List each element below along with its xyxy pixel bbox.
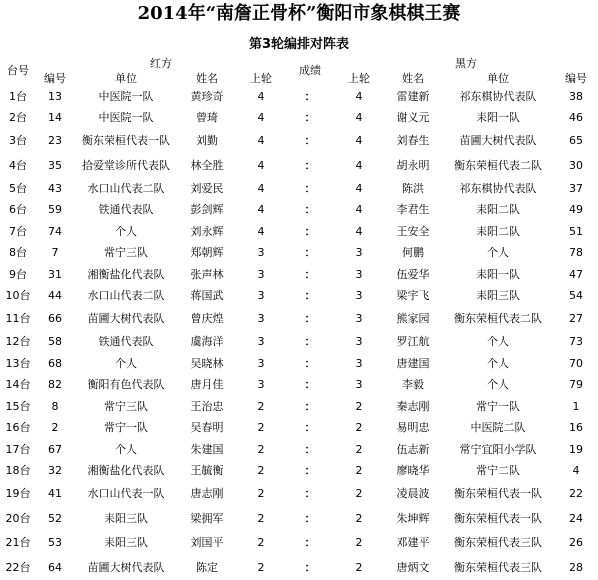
- black-name: 何鹏: [384, 243, 442, 265]
- result-separator: ：: [286, 482, 334, 507]
- black-unit: 常宁二队: [442, 461, 554, 483]
- black-number: 38: [554, 86, 598, 108]
- red-name: 唐志刚: [178, 482, 236, 507]
- red-number: 67: [36, 439, 74, 461]
- black-number: 19: [554, 439, 598, 461]
- black-name: 廖晓华: [384, 461, 442, 483]
- header-result: 成绩: [286, 56, 334, 86]
- black-unit: 衡东荣桓代表一队: [442, 507, 554, 532]
- black-prev: 2: [334, 396, 384, 418]
- table-number: 17台: [0, 439, 36, 461]
- red-number: 52: [36, 507, 74, 532]
- black-unit: 衡东荣桓代表二队: [442, 307, 554, 332]
- table-number: 9台: [0, 264, 36, 286]
- black-prev: 3: [334, 243, 384, 265]
- red-name: 唐月佳: [178, 375, 236, 397]
- black-unit: 个人: [442, 332, 554, 354]
- table-row: [0, 461, 598, 483]
- black-unit: 中医院二队: [442, 418, 554, 440]
- red-unit: 苗圃大树代表队: [74, 307, 178, 332]
- black-name: 唐建国: [384, 353, 442, 375]
- red-unit: 拾爱堂诊所代表队: [74, 154, 178, 179]
- result-separator: ：: [286, 556, 334, 580]
- result-separator: ：: [286, 531, 334, 556]
- result-separator: ：: [286, 375, 334, 397]
- table-row: [0, 86, 598, 108]
- red-name: 蒋国武: [178, 286, 236, 308]
- table-row: [0, 221, 598, 243]
- black-name: 罗江航: [384, 332, 442, 354]
- red-prev: 4: [236, 129, 286, 154]
- red-name: 陈定: [178, 556, 236, 580]
- table-row: [0, 307, 598, 332]
- black-number: 30: [554, 154, 598, 179]
- black-prev: 3: [334, 307, 384, 332]
- red-name: 黄珍奇: [178, 86, 236, 108]
- result-separator: ：: [286, 154, 334, 179]
- black-name: 王安全: [384, 221, 442, 243]
- red-unit: 衡阳有色代表队: [74, 375, 178, 397]
- red-unit: 衡东荣桓代表一队: [74, 129, 178, 154]
- result-separator: ：: [286, 108, 334, 130]
- table-row: [0, 178, 598, 200]
- red-name: 虞海洋: [178, 332, 236, 354]
- red-number: 43: [36, 178, 74, 200]
- red-number: 7: [36, 243, 74, 265]
- black-unit: 祁东棋协代表队: [442, 178, 554, 200]
- red-number: 23: [36, 129, 74, 154]
- red-number: 74: [36, 221, 74, 243]
- red-name: 刘永辉: [178, 221, 236, 243]
- black-prev: 4: [334, 221, 384, 243]
- table-number: 6台: [0, 200, 36, 222]
- result-separator: ：: [286, 200, 334, 222]
- red-unit: 中医院一队: [74, 86, 178, 108]
- red-number: 59: [36, 200, 74, 222]
- table-row: [0, 396, 598, 418]
- black-prev: 2: [334, 461, 384, 483]
- black-unit: 耒阳二队: [442, 221, 554, 243]
- black-name: 陈洪: [384, 178, 442, 200]
- black-name: 凌晨波: [384, 482, 442, 507]
- red-unit: 常宁一队: [74, 418, 178, 440]
- table-row: [0, 154, 598, 179]
- result-separator: ：: [286, 307, 334, 332]
- header-red-num: 编号: [36, 72, 74, 86]
- red-unit: 湘衡盐化代表队: [74, 461, 178, 483]
- black-name: 伍爱华: [384, 264, 442, 286]
- table-number: 19台: [0, 482, 36, 507]
- header-red: 红方: [36, 56, 286, 72]
- table-row: [0, 243, 598, 265]
- black-unit: 常宁一队: [442, 396, 554, 418]
- red-number: 14: [36, 108, 74, 130]
- black-name: 梁宇飞: [384, 286, 442, 308]
- red-name: 王治忠: [178, 396, 236, 418]
- table-number: 2台: [0, 108, 36, 130]
- red-prev: 2: [236, 439, 286, 461]
- result-separator: ：: [286, 461, 334, 483]
- black-unit: 耒阳二队: [442, 200, 554, 222]
- black-number: 37: [554, 178, 598, 200]
- black-number: 70: [554, 353, 598, 375]
- black-unit: 衡东荣桓代表一队: [442, 482, 554, 507]
- red-prev: 3: [236, 375, 286, 397]
- red-name: 梁拥军: [178, 507, 236, 532]
- table-row: [0, 439, 598, 461]
- red-unit: 苗圃大树代表队: [74, 556, 178, 580]
- red-unit: 水口山代表一队: [74, 482, 178, 507]
- red-unit: 铁通代表队: [74, 200, 178, 222]
- red-prev: 2: [236, 482, 286, 507]
- black-prev: 4: [334, 178, 384, 200]
- black-number: 65: [554, 129, 598, 154]
- table-row: [0, 418, 598, 440]
- red-unit: 常宁三队: [74, 396, 178, 418]
- black-prev: 2: [334, 439, 384, 461]
- table-row: [0, 375, 598, 397]
- table-row: [0, 108, 598, 130]
- table-number: 18台: [0, 461, 36, 483]
- table-row: [0, 507, 598, 532]
- red-number: 44: [36, 286, 74, 308]
- red-number: 2: [36, 418, 74, 440]
- black-name: 刘春生: [384, 129, 442, 154]
- pairing-table: [0, 56, 598, 580]
- black-number: 73: [554, 332, 598, 354]
- table-number: 4台: [0, 154, 36, 179]
- black-unit: 耒阳一队: [442, 108, 554, 130]
- header-black-name: 姓名: [384, 72, 442, 86]
- black-unit: 个人: [442, 243, 554, 265]
- header-black-prev: 上轮: [334, 72, 384, 86]
- black-prev: 2: [334, 507, 384, 532]
- table-number: 22台: [0, 556, 36, 580]
- black-prev: 4: [334, 200, 384, 222]
- red-prev: 4: [236, 154, 286, 179]
- black-number: 46: [554, 108, 598, 130]
- result-separator: ：: [286, 86, 334, 108]
- black-name: 李毅: [384, 375, 442, 397]
- black-prev: 3: [334, 286, 384, 308]
- red-unit: 个人: [74, 353, 178, 375]
- page-subtitle: 第3轮编排对阵表: [0, 36, 598, 54]
- black-number: 49: [554, 200, 598, 222]
- result-separator: ：: [286, 418, 334, 440]
- result-separator: ：: [286, 129, 334, 154]
- black-name: 邓建平: [384, 531, 442, 556]
- red-prev: 2: [236, 418, 286, 440]
- red-unit: 铁通代表队: [74, 332, 178, 354]
- header-red-name: 姓名: [178, 72, 236, 86]
- black-number: 27: [554, 307, 598, 332]
- black-number: 4: [554, 461, 598, 483]
- table-number: 15台: [0, 396, 36, 418]
- pairing-rows: [0, 86, 598, 580]
- red-unit: 耒阳三队: [74, 507, 178, 532]
- red-name: 吴春明: [178, 418, 236, 440]
- red-prev: 2: [236, 507, 286, 532]
- table-number: 14台: [0, 375, 36, 397]
- red-prev: 4: [236, 200, 286, 222]
- black-prev: 2: [334, 482, 384, 507]
- black-number: 26: [554, 531, 598, 556]
- red-name: 吴晓林: [178, 353, 236, 375]
- result-separator: ：: [286, 264, 334, 286]
- red-unit: 湘衡盐化代表队: [74, 264, 178, 286]
- red-prev: 2: [236, 556, 286, 580]
- table-number: 5台: [0, 178, 36, 200]
- black-name: 李君生: [384, 200, 442, 222]
- black-prev: 3: [334, 332, 384, 354]
- black-prev: 4: [334, 154, 384, 179]
- red-unit: 耒阳三队: [74, 531, 178, 556]
- result-separator: ：: [286, 353, 334, 375]
- header-red-prev: 上轮: [236, 72, 286, 86]
- red-number: 82: [36, 375, 74, 397]
- red-number: 53: [36, 531, 74, 556]
- black-name: 秦志刚: [384, 396, 442, 418]
- red-unit: 中医院一队: [74, 108, 178, 130]
- header-black-num: 编号: [554, 72, 598, 86]
- red-prev: 2: [236, 531, 286, 556]
- black-unit: 耒阳三队: [442, 286, 554, 308]
- red-number: 68: [36, 353, 74, 375]
- table-row: [0, 353, 598, 375]
- black-prev: 2: [334, 531, 384, 556]
- red-unit: 个人: [74, 221, 178, 243]
- red-unit: 水口山代表二队: [74, 178, 178, 200]
- red-number: 35: [36, 154, 74, 179]
- black-unit: 衡东荣桓代表三队: [442, 531, 554, 556]
- table-number: 10台: [0, 286, 36, 308]
- black-unit: 个人: [442, 375, 554, 397]
- result-separator: ：: [286, 507, 334, 532]
- red-name: 张声林: [178, 264, 236, 286]
- black-name: 易明忠: [384, 418, 442, 440]
- red-prev: 4: [236, 108, 286, 130]
- red-prev: 3: [236, 264, 286, 286]
- header-table-no: 台号: [0, 56, 36, 86]
- header-red-unit: 单位: [74, 72, 178, 86]
- red-unit: 常宁三队: [74, 243, 178, 265]
- black-unit: 苗圃大树代表队: [442, 129, 554, 154]
- red-prev: 4: [236, 86, 286, 108]
- black-number: 79: [554, 375, 598, 397]
- red-prev: 3: [236, 286, 286, 308]
- black-number: 54: [554, 286, 598, 308]
- red-name: 王毓衡: [178, 461, 236, 483]
- red-prev: 3: [236, 353, 286, 375]
- table-row: [0, 286, 598, 308]
- black-prev: 4: [334, 108, 384, 130]
- red-name: 朱建国: [178, 439, 236, 461]
- red-unit: 水口山代表二队: [74, 286, 178, 308]
- black-unit: 耒阳一队: [442, 264, 554, 286]
- red-name: 郑朝辉: [178, 243, 236, 265]
- black-number: 24: [554, 507, 598, 532]
- table-row: [0, 129, 598, 154]
- red-prev: 3: [236, 243, 286, 265]
- black-prev: 4: [334, 86, 384, 108]
- red-name: 曾琦: [178, 108, 236, 130]
- red-prev: 3: [236, 332, 286, 354]
- red-number: 31: [36, 264, 74, 286]
- black-name: 胡永明: [384, 154, 442, 179]
- red-number: 66: [36, 307, 74, 332]
- black-prev: 2: [334, 556, 384, 580]
- table-row: [0, 332, 598, 354]
- red-number: 13: [36, 86, 74, 108]
- black-number: 16: [554, 418, 598, 440]
- table-number: 11台: [0, 307, 36, 332]
- red-name: 刘国平: [178, 531, 236, 556]
- black-name: 唐炳文: [384, 556, 442, 580]
- result-separator: ：: [286, 178, 334, 200]
- black-number: 51: [554, 221, 598, 243]
- red-name: 刘爱民: [178, 178, 236, 200]
- black-prev: 3: [334, 375, 384, 397]
- red-prev: 2: [236, 396, 286, 418]
- red-name: 林全胜: [178, 154, 236, 179]
- black-unit: 常宁宜阳小学队: [442, 439, 554, 461]
- result-separator: ：: [286, 396, 334, 418]
- black-name: 伍志新: [384, 439, 442, 461]
- black-number: 1: [554, 396, 598, 418]
- black-unit: 衡东荣桓代表三队: [442, 556, 554, 580]
- header-black-unit: 单位: [442, 72, 554, 86]
- black-name: 谢义元: [384, 108, 442, 130]
- table-row: [0, 531, 598, 556]
- red-prev: 4: [236, 178, 286, 200]
- red-name: 彭剑辉: [178, 200, 236, 222]
- result-separator: ：: [286, 332, 334, 354]
- black-number: 78: [554, 243, 598, 265]
- black-unit: 衡东荣桓代表二队: [442, 154, 554, 179]
- black-number: 22: [554, 482, 598, 507]
- red-name: 刘勤: [178, 129, 236, 154]
- page-title: 2014年“南詹正骨杯”衡阳市象棋棋王赛: [0, 2, 598, 26]
- red-number: 41: [36, 482, 74, 507]
- red-prev: 2: [236, 461, 286, 483]
- header-black: 黑方: [334, 56, 598, 72]
- red-number: 58: [36, 332, 74, 354]
- red-name: 曾庆煌: [178, 307, 236, 332]
- result-separator: ：: [286, 439, 334, 461]
- red-unit: 个人: [74, 439, 178, 461]
- red-number: 8: [36, 396, 74, 418]
- red-prev: 3: [236, 307, 286, 332]
- black-prev: 3: [334, 353, 384, 375]
- table-number: 12台: [0, 332, 36, 354]
- table-number: 8台: [0, 243, 36, 265]
- table-number: 20台: [0, 507, 36, 532]
- black-number: 28: [554, 556, 598, 580]
- table-row: [0, 264, 598, 286]
- table-number: 21台: [0, 531, 36, 556]
- red-number: 64: [36, 556, 74, 580]
- black-number: 47: [554, 264, 598, 286]
- red-prev: 4: [236, 221, 286, 243]
- black-name: 雷建新: [384, 86, 442, 108]
- table-row: [0, 200, 598, 222]
- black-prev: 3: [334, 264, 384, 286]
- black-name: 熊家园: [384, 307, 442, 332]
- table-number: 7台: [0, 221, 36, 243]
- table-number: 3台: [0, 129, 36, 154]
- black-prev: 4: [334, 129, 384, 154]
- black-prev: 2: [334, 418, 384, 440]
- result-separator: ：: [286, 221, 334, 243]
- table-row: [0, 556, 598, 580]
- table-number: 1台: [0, 86, 36, 108]
- table-number: 16台: [0, 418, 36, 440]
- red-number: 32: [36, 461, 74, 483]
- black-name: 朱坤辉: [384, 507, 442, 532]
- result-separator: ：: [286, 243, 334, 265]
- table-number: 13台: [0, 353, 36, 375]
- table-row: [0, 482, 598, 507]
- black-unit: 祁东棋协代表队: [442, 86, 554, 108]
- result-separator: ：: [286, 286, 334, 308]
- black-unit: 个人: [442, 353, 554, 375]
